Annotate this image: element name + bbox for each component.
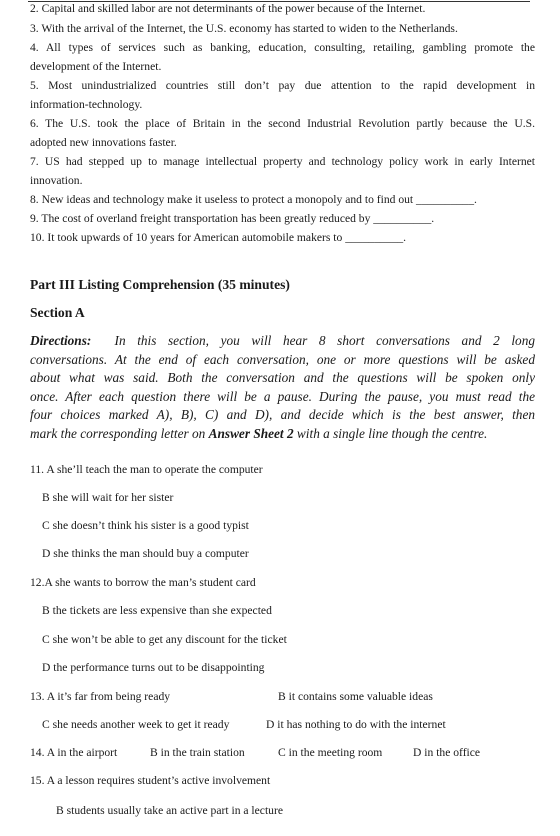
q14-option-a: 14. A in the airport bbox=[30, 746, 118, 759]
q11-option-b: B she will wait for her sister bbox=[42, 491, 174, 504]
answer-sheet-ref: Answer Sheet 2 bbox=[208, 425, 294, 441]
directions-line-1: Directions: In this section, you will hear 8 short conversations and 2 long bbox=[30, 333, 535, 348]
q14-option-b: B in the train station bbox=[150, 746, 245, 759]
statement-5-line-2: information-technology. bbox=[30, 98, 143, 111]
q13-option-b: B it contains some valuable ideas bbox=[278, 690, 433, 703]
q12-option-b: B the tickets are less expensive than she expected bbox=[42, 604, 272, 617]
statement-10: 10. It took upwards of 10 years for American automobile makers to __________. bbox=[30, 231, 407, 244]
q13-option-a: 13. A it’s far from being ready bbox=[30, 690, 171, 703]
q11-option-a: 11. A she’ll teach the man to operate the computer bbox=[30, 463, 263, 476]
q14-option-d: D in the office bbox=[413, 746, 481, 759]
directions-line-6: mark the corresponding letter on Answer Sheet 2 with a single line though the centre. bbox=[30, 425, 488, 441]
q12-option-d: D the performance turns out to be disappointing bbox=[42, 661, 265, 674]
statement-6-line-1: 6. The U.S. took the place of Britain in the second Industrial Revolution partly because the U.S. bbox=[30, 117, 535, 130]
statement-5-line-1: 5. Most unindustrialized countries still don’t pay due attention to the rapid development in bbox=[30, 79, 535, 92]
q15-option-a: 15. A a lesson requires student’s active involvement bbox=[30, 774, 271, 787]
part-title: Part III Listing Comprehension (35 minutes) bbox=[30, 277, 290, 292]
q12-option-c: C she won’t be able to get any discount for the ticket bbox=[42, 633, 287, 646]
directions bbox=[30, 332, 535, 443]
statement-2: 2. Capital and skilled labor are not determinants of the power because of the Internet. bbox=[30, 2, 426, 15]
statement-6-line-2: adopted new innovations faster. bbox=[30, 136, 177, 149]
q11-option-d: D she thinks the man should buy a computer bbox=[42, 547, 249, 560]
directions-line-3: about what was said. Both the conversation and the questions will be spoken only bbox=[30, 370, 535, 385]
directions-line-2: conversations. At the end of each conversation, one or more questions will be asked bbox=[30, 351, 535, 367]
directions-line-5: four choices marked A), B), C) and D), and decide which is the best answer, then bbox=[30, 407, 535, 422]
directions-label: Directions: bbox=[30, 333, 92, 348]
statement-7-line-1: 7. US had stepped up to manage intellectual property and technology policy work in early Internet bbox=[30, 155, 535, 168]
statement-9: 9. The cost of overland freight transportation has been greatly reduced by __________. bbox=[30, 212, 435, 225]
q14-option-c: C in the meeting room bbox=[278, 746, 383, 759]
statement-8: 8. New ideas and technology make it useless to protect a monopoly and to find out __________. bbox=[30, 193, 477, 206]
q15-option-b: B students usually take an active part in a lecture bbox=[56, 804, 283, 817]
statement-4-line-1: 4. All types of services such as banking, education, consulting, retailing, gambling promote the bbox=[30, 41, 535, 54]
q12-option-a: 12.A she wants to borrow the man’s student card bbox=[30, 576, 256, 589]
statement-4-line-2: development of the Internet. bbox=[30, 60, 162, 73]
q11-option-c: C she doesn’t think his sister is a good typist bbox=[42, 519, 249, 532]
statement-3: 3. With the arrival of the Internet, the U.S. economy has started to widen to the Netherlands. bbox=[30, 22, 458, 35]
statement-7-line-2: innovation. bbox=[30, 174, 83, 187]
directions-line-4: once. After each question there will be a pause. During the pause, you must read the bbox=[30, 388, 535, 404]
q13-option-d: D it has nothing to do with the internet bbox=[266, 718, 446, 731]
q13-option-c: C she needs another week to get it ready bbox=[42, 718, 230, 731]
section-title: Section A bbox=[30, 305, 85, 320]
